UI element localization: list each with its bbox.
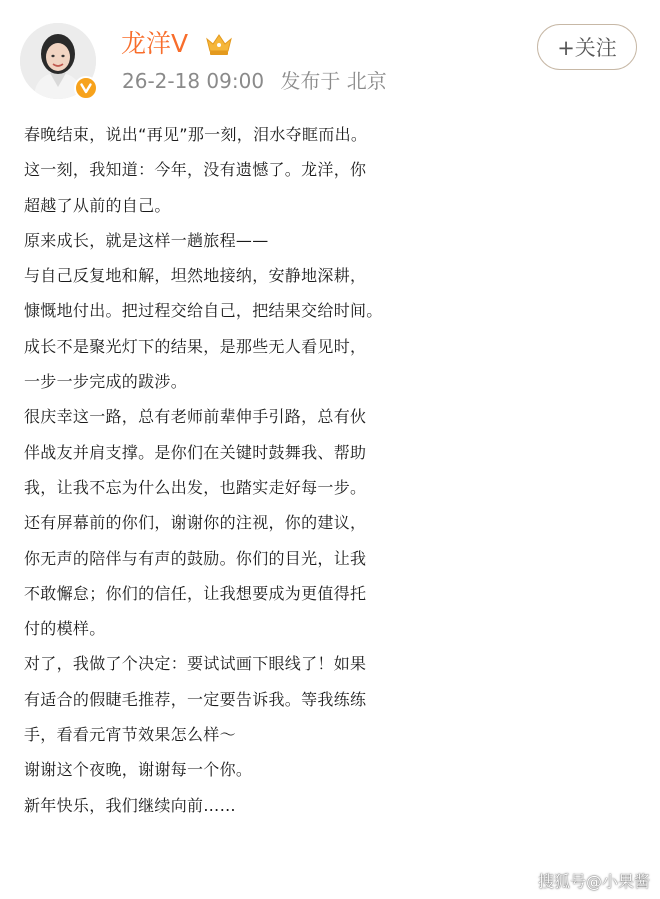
post-line: 这一刻，我知道：今年，没有遗憾了。龙洋，你 [24,160,367,180]
post-line: 付的模样。 [24,619,106,639]
post-line: 原来成长，就是这样一趟旅程—— [24,230,269,250]
post-body [24,117,644,823]
watermark: 搜狐号@小果酱 [537,872,650,891]
post-line: 很庆幸这一路，总有老师前辈伸手引路，总有伙 [24,407,367,427]
post-line: 不敢懈怠；你们的信任，让我想要成为更值得托 [24,583,367,603]
post-date: 26-2-18 09:00 [122,69,265,93]
post-line: 成长不是聚光灯下的结果，是那些无人看见时， [24,336,367,356]
post-line: 春晚结束，说出“再见”那一刻，泪水夺眶而出。 [24,125,368,144]
post-meta [122,66,397,96]
post-line: 我，让我不忘为什么出发，也踏实走好每一步。 [24,477,367,497]
post-line: 还有屏幕前的你们，谢谢你的注视，你的建议， [24,513,367,533]
post-line: 对了，我做了个决定：要试试画下眼线了！如果 [24,654,367,674]
verified-v-icon [74,76,98,100]
post-line: 慷慨地付出。把过程交给自己，把结果交给时间。 [24,301,383,321]
post-line: 超越了从前的自己。 [24,195,171,215]
vip-crown-icon [204,31,234,57]
post-location: 发布于 北京 [280,69,387,93]
post-line: 你无声的陪伴与有声的鼓励。你们的目光，让我 [24,548,367,568]
post-line: 手，看看元宵节效果怎么样～ [24,725,236,745]
post-line: 新年快乐，我们继续向前…… [24,795,236,815]
post-line: 一步一步完成的跋涉。 [24,372,188,392]
post-line: 谢谢这个夜晚，谢谢每一个你。 [24,760,253,780]
post-line: 与自己反复地和解，坦然地接纳，安静地深耕， [24,266,367,286]
follow-button-label: +关注 [557,36,617,60]
post-line: 有适合的假睫毛推荐，一定要告诉我。等我练练 [24,689,367,709]
follow-button[interactable] [537,24,637,70]
author-name[interactable]: 龙洋V [121,29,189,58]
post-line: 伴战友并肩支撑。是你们在关键时鼓舞我、帮助 [24,442,367,462]
